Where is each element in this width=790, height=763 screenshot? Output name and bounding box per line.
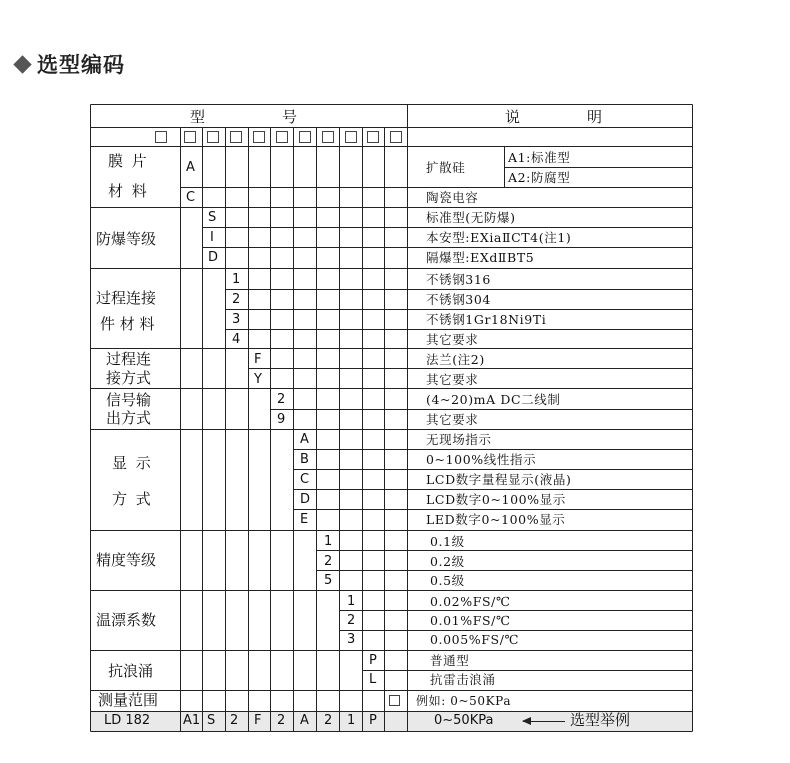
desc-item: LED数字0~100%显示 (426, 512, 566, 527)
example-code: 2 (324, 713, 333, 728)
desc-item: (4~20)mA DC二线制 (426, 392, 561, 407)
code-cell: C (300, 472, 310, 487)
example-code: LD 182 (104, 713, 151, 728)
example-range: 0~50KPa (434, 713, 494, 728)
checkbox-icon (231, 132, 242, 143)
desc-item: 不锈钢1Gr18Ni9Ti (426, 312, 547, 327)
accuracy-label: 精度等级 (96, 551, 157, 569)
example-code: 2 (230, 713, 239, 728)
desc-a2: A2:防腐型 (508, 170, 571, 185)
connection-label-2: 接方式 (106, 369, 152, 387)
code-cell: 2 (232, 292, 241, 307)
checkbox-icon (368, 132, 379, 143)
desc-item: 0.01%FS/℃ (430, 613, 511, 628)
desc-item: LCD数字0~100%显示 (426, 492, 566, 507)
code-cell: Y (254, 372, 262, 387)
desc-item: 不锈钢304 (426, 292, 491, 307)
desc-item: 隔爆型:EXdⅡBT5 (426, 250, 535, 265)
example-code: F (254, 713, 262, 728)
surge-label: 抗浪涌 (108, 662, 154, 680)
code-cell: 2 (324, 554, 333, 569)
example-code: 2 (277, 713, 286, 728)
desc-item: 0.02%FS/℃ (430, 594, 511, 609)
desc-item: 0.2级 (430, 554, 465, 569)
desc-item: 普通型 (430, 653, 470, 668)
checkbox-icon (185, 132, 196, 143)
header-model: 型 (190, 108, 206, 126)
example-caption: 选型举例 (570, 711, 631, 729)
code-cell: 3 (347, 632, 356, 647)
code-cell: C (186, 190, 196, 205)
membrane-label-2: 材 料 (108, 182, 149, 200)
example-code: A (300, 713, 309, 728)
header-desc-1: 说 (505, 108, 521, 126)
desc-item: 其它要求 (426, 412, 479, 427)
desc-item: 无现场指示 (426, 432, 492, 447)
signal-label-1: 信号输 (106, 391, 152, 409)
signal-label-2: 出方式 (106, 409, 152, 427)
code-cell: I (210, 230, 214, 245)
code-cell: 5 (324, 573, 333, 588)
range-label: 测量范围 (98, 691, 159, 709)
material-label-2: 件 材 料 (100, 315, 155, 333)
example-code: 1 (347, 713, 356, 728)
code-cell: 3 (232, 312, 241, 327)
code-cell: 1 (347, 594, 356, 609)
desc-item: 其它要求 (426, 332, 479, 347)
checkbox-icon (346, 132, 357, 143)
section-title: 选型编码 (37, 53, 125, 77)
code-cell: E (300, 512, 309, 527)
desc-item: 其它要求 (426, 372, 479, 387)
checkbox-icon (300, 132, 311, 143)
desc-item: 抗雷击浪涌 (430, 672, 496, 687)
header-desc-2: 明 (587, 108, 603, 126)
example-code: A1 (183, 713, 201, 728)
code-cell: D (300, 492, 311, 507)
code-cell: A (186, 160, 195, 175)
example-code: P (369, 713, 377, 728)
temp-drift-label: 温漂系数 (96, 611, 157, 629)
desc-item: 0.1级 (430, 534, 465, 549)
desc-item: 不锈钢316 (426, 272, 491, 287)
code-cell: B (300, 452, 309, 467)
desc-item: 0~100%线性指示 (426, 452, 537, 467)
range-example: 例如: 0~50KPa (416, 694, 512, 708)
code-cell: 2 (277, 392, 286, 407)
desc-item: LCD数字量程显示(液晶) (426, 472, 572, 487)
checkbox-icon (323, 132, 334, 143)
checkbox-icon (390, 696, 400, 706)
checkbox-icon (208, 132, 219, 143)
display-label-1: 显 示 (112, 454, 153, 472)
code-cell: 1 (324, 534, 333, 549)
arrow-left-icon (523, 721, 565, 722)
code-cell: L (369, 672, 377, 687)
desc-a1: A1:标准型 (508, 150, 571, 165)
code-cell: P (369, 653, 377, 668)
display-label-2: 方 式 (112, 490, 153, 508)
code-cell: 4 (232, 332, 241, 347)
desc-item: 0.005%FS/℃ (430, 632, 520, 647)
code-cell: S (208, 210, 217, 225)
checkbox-icon (156, 132, 167, 143)
desc-item: 标准型(无防爆) (426, 210, 516, 225)
explosion-label: 防爆等级 (96, 230, 157, 248)
connection-label-1: 过程连 (106, 350, 152, 368)
code-cell: 9 (277, 412, 286, 427)
checkbox-icon (391, 132, 402, 143)
desc-item: 本安型:EXiaⅡCT4(注1) (426, 230, 572, 245)
code-cell: 2 (347, 613, 356, 628)
desc-item: 0.5级 (430, 573, 465, 588)
code-cell: F (254, 352, 262, 367)
code-cell: A (300, 432, 309, 447)
desc-item: 法兰(注2) (426, 352, 485, 367)
material-label-1: 过程连接 (96, 289, 157, 307)
header-number: 号 (282, 108, 298, 126)
code-cell: 1 (232, 272, 241, 287)
checkbox-icon (254, 132, 265, 143)
checkbox-icon (277, 132, 288, 143)
example-code: S (207, 713, 216, 728)
code-cell: D (208, 250, 219, 265)
membrane-label-1: 膜 片 (108, 152, 149, 170)
desc-ceramic: 陶瓷电容 (426, 190, 479, 205)
desc-silicon: 扩散硅 (426, 160, 466, 175)
